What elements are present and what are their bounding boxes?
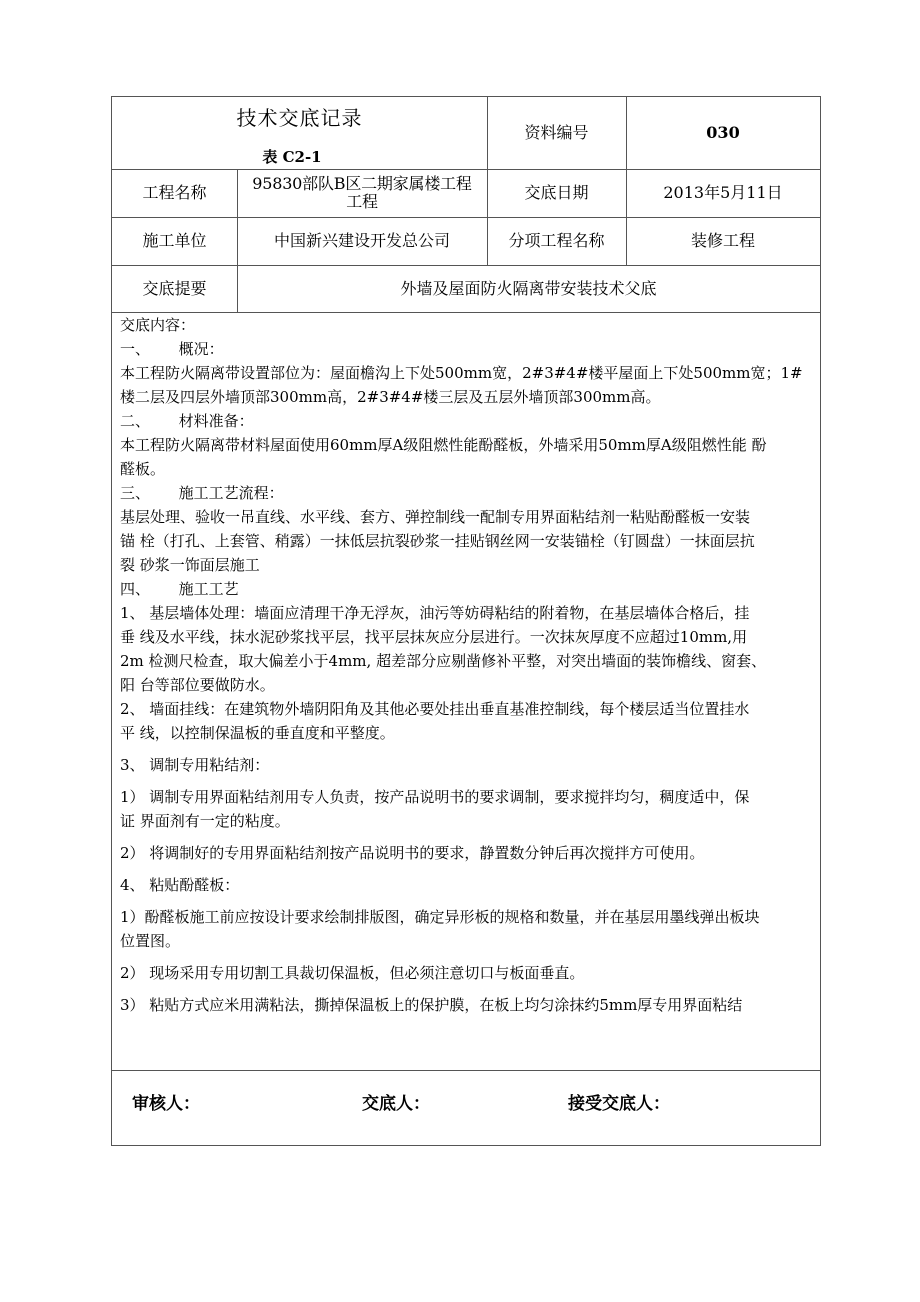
content-line: 交底内容：	[120, 316, 196, 334]
receiver-label: 接受交底人：	[568, 1094, 670, 1114]
content-line: 本工程防火隔离带设置部位为：屋面檐沟上下处500mm宽，2#3#4#楼平屋面上下处500mm宽；1#	[120, 364, 803, 382]
project-name-label: 工程名称	[142, 183, 207, 202]
doc-number-value: 030	[706, 123, 740, 142]
content-spacer	[120, 777, 816, 785]
content-line: 3、 调制专用粘结剂：	[120, 756, 270, 774]
content-spacer	[120, 865, 816, 873]
summary-value: 外墙及屋面防火隔离带安装技术父底	[400, 278, 657, 298]
content-spacer	[120, 897, 816, 905]
content-spacer	[120, 833, 816, 841]
content-line: 2、 墙面挂线：在建筑物外墙阴阳角及其他必要处挂出垂直基准控制线，每个楼层适当位置挂水	[120, 700, 750, 718]
disclosure-form	[111, 96, 821, 1146]
project-name-value: 95830部队B区二期家属楼工程工程	[252, 174, 472, 211]
disclosure-content	[112, 313, 820, 1070]
summary-label: 交底提要	[142, 278, 207, 298]
content-line: 本工程防火隔离带材料屋面使用60mm厚A级阻燃性能酚醛板，外墙采用50mm厚A级阻燃性能 酚	[120, 436, 767, 454]
content-line: 4、 粘贴酚醛板：	[120, 876, 240, 894]
content-line: 醛板。	[120, 460, 166, 478]
sub-item-value: 装修工程	[690, 231, 755, 250]
content-line: 2） 将调制好的专用界面粘结剂按产品说明书的要求，静置数分钟后再次搅拌方可使用。	[120, 844, 705, 862]
content-line: 锚 栓（打孔、上套管、稍露）一抹低层抗裂砂浆一挂贴钢丝网一安装锚栓（钉圆盘）一抹面层抗	[120, 532, 755, 550]
date-value: 2013年5月11日	[663, 183, 783, 202]
content-line: 1） 调制专用界面粘结剂用专人负责，按产品说明书的要求调制，要求搅拌均匀，稠度适中，保	[120, 788, 750, 806]
content-line: 三、 施工工艺流程：	[120, 484, 284, 502]
content-line: 3） 粘贴方式应米用满粘法，撕掉保温板上的保护膜，在板上均匀涂抹约5mm厚专用界面粘结	[120, 996, 743, 1014]
form-title: 技术交底记录	[236, 106, 363, 130]
content-line: 二、 材料准备：	[120, 412, 254, 430]
discloser-label: 交底人：	[362, 1094, 430, 1114]
construction-unit-value: 中国新兴建设开发总公司	[273, 231, 450, 250]
content-line: 1）酚醛板施工前应按设计要求绘制排版图，确定异形板的规格和数量，并在基层用墨线弹出板块	[120, 908, 760, 926]
content-line: 2m 检测尺检查，取大偏差小于4mm, 超差部分应剔凿修补平整，对突出墙面的装饰檐线、窗套、	[120, 652, 767, 670]
sub-item-label: 分项工程名称	[508, 231, 605, 250]
content-line: 位置图。	[120, 932, 181, 950]
content-line: 楼二层及四层外墙顶部300mm高，2#3#4#楼三层及五层外墙顶部300mm高。	[120, 388, 661, 406]
construction-unit-label: 施工单位	[142, 231, 207, 250]
reviewer-label: 审核人：	[132, 1094, 200, 1114]
content-line: 证 界面剂有一定的粘度。	[120, 812, 290, 830]
content-line: 四、 施工工艺	[120, 580, 239, 598]
signature-row	[112, 1071, 820, 1145]
content-line: 基层处理、验收一吊直线、水平线、套方、弹控制线一配制专用界面粘结剂一粘贴酚醛板一安装	[120, 508, 751, 526]
content-spacer	[120, 745, 816, 753]
content-line: 阳 台等部位要做防水。	[120, 676, 275, 694]
content-line: 1、 基层墙体处理：墙面应清理干净无浮灰，油污等妨碍粘结的附着物，在基层墙体合格后，挂	[120, 604, 750, 622]
content-spacer	[120, 953, 816, 961]
content-spacer	[120, 985, 816, 993]
doc-number-label: 资料编号	[524, 123, 589, 142]
content-line: 2） 现场采用专用切割工具裁切保温板，但必须注意切口与板面垂直。	[120, 964, 585, 982]
date-label: 交底日期	[524, 183, 589, 202]
content-line: 一、 概况：	[120, 340, 224, 358]
form-number: 表 C2-1	[262, 148, 322, 166]
content-line: 裂 砂浆一饰面层施工	[120, 556, 260, 574]
content-line: 平 线，以控制保温板的垂直度和平整度。	[120, 724, 395, 742]
content-line: 垂 线及水平线，抹水泥砂浆找平层，找平层抹灰应分层进行。一次抹灰厚度不应超过10mm,用	[120, 628, 748, 646]
